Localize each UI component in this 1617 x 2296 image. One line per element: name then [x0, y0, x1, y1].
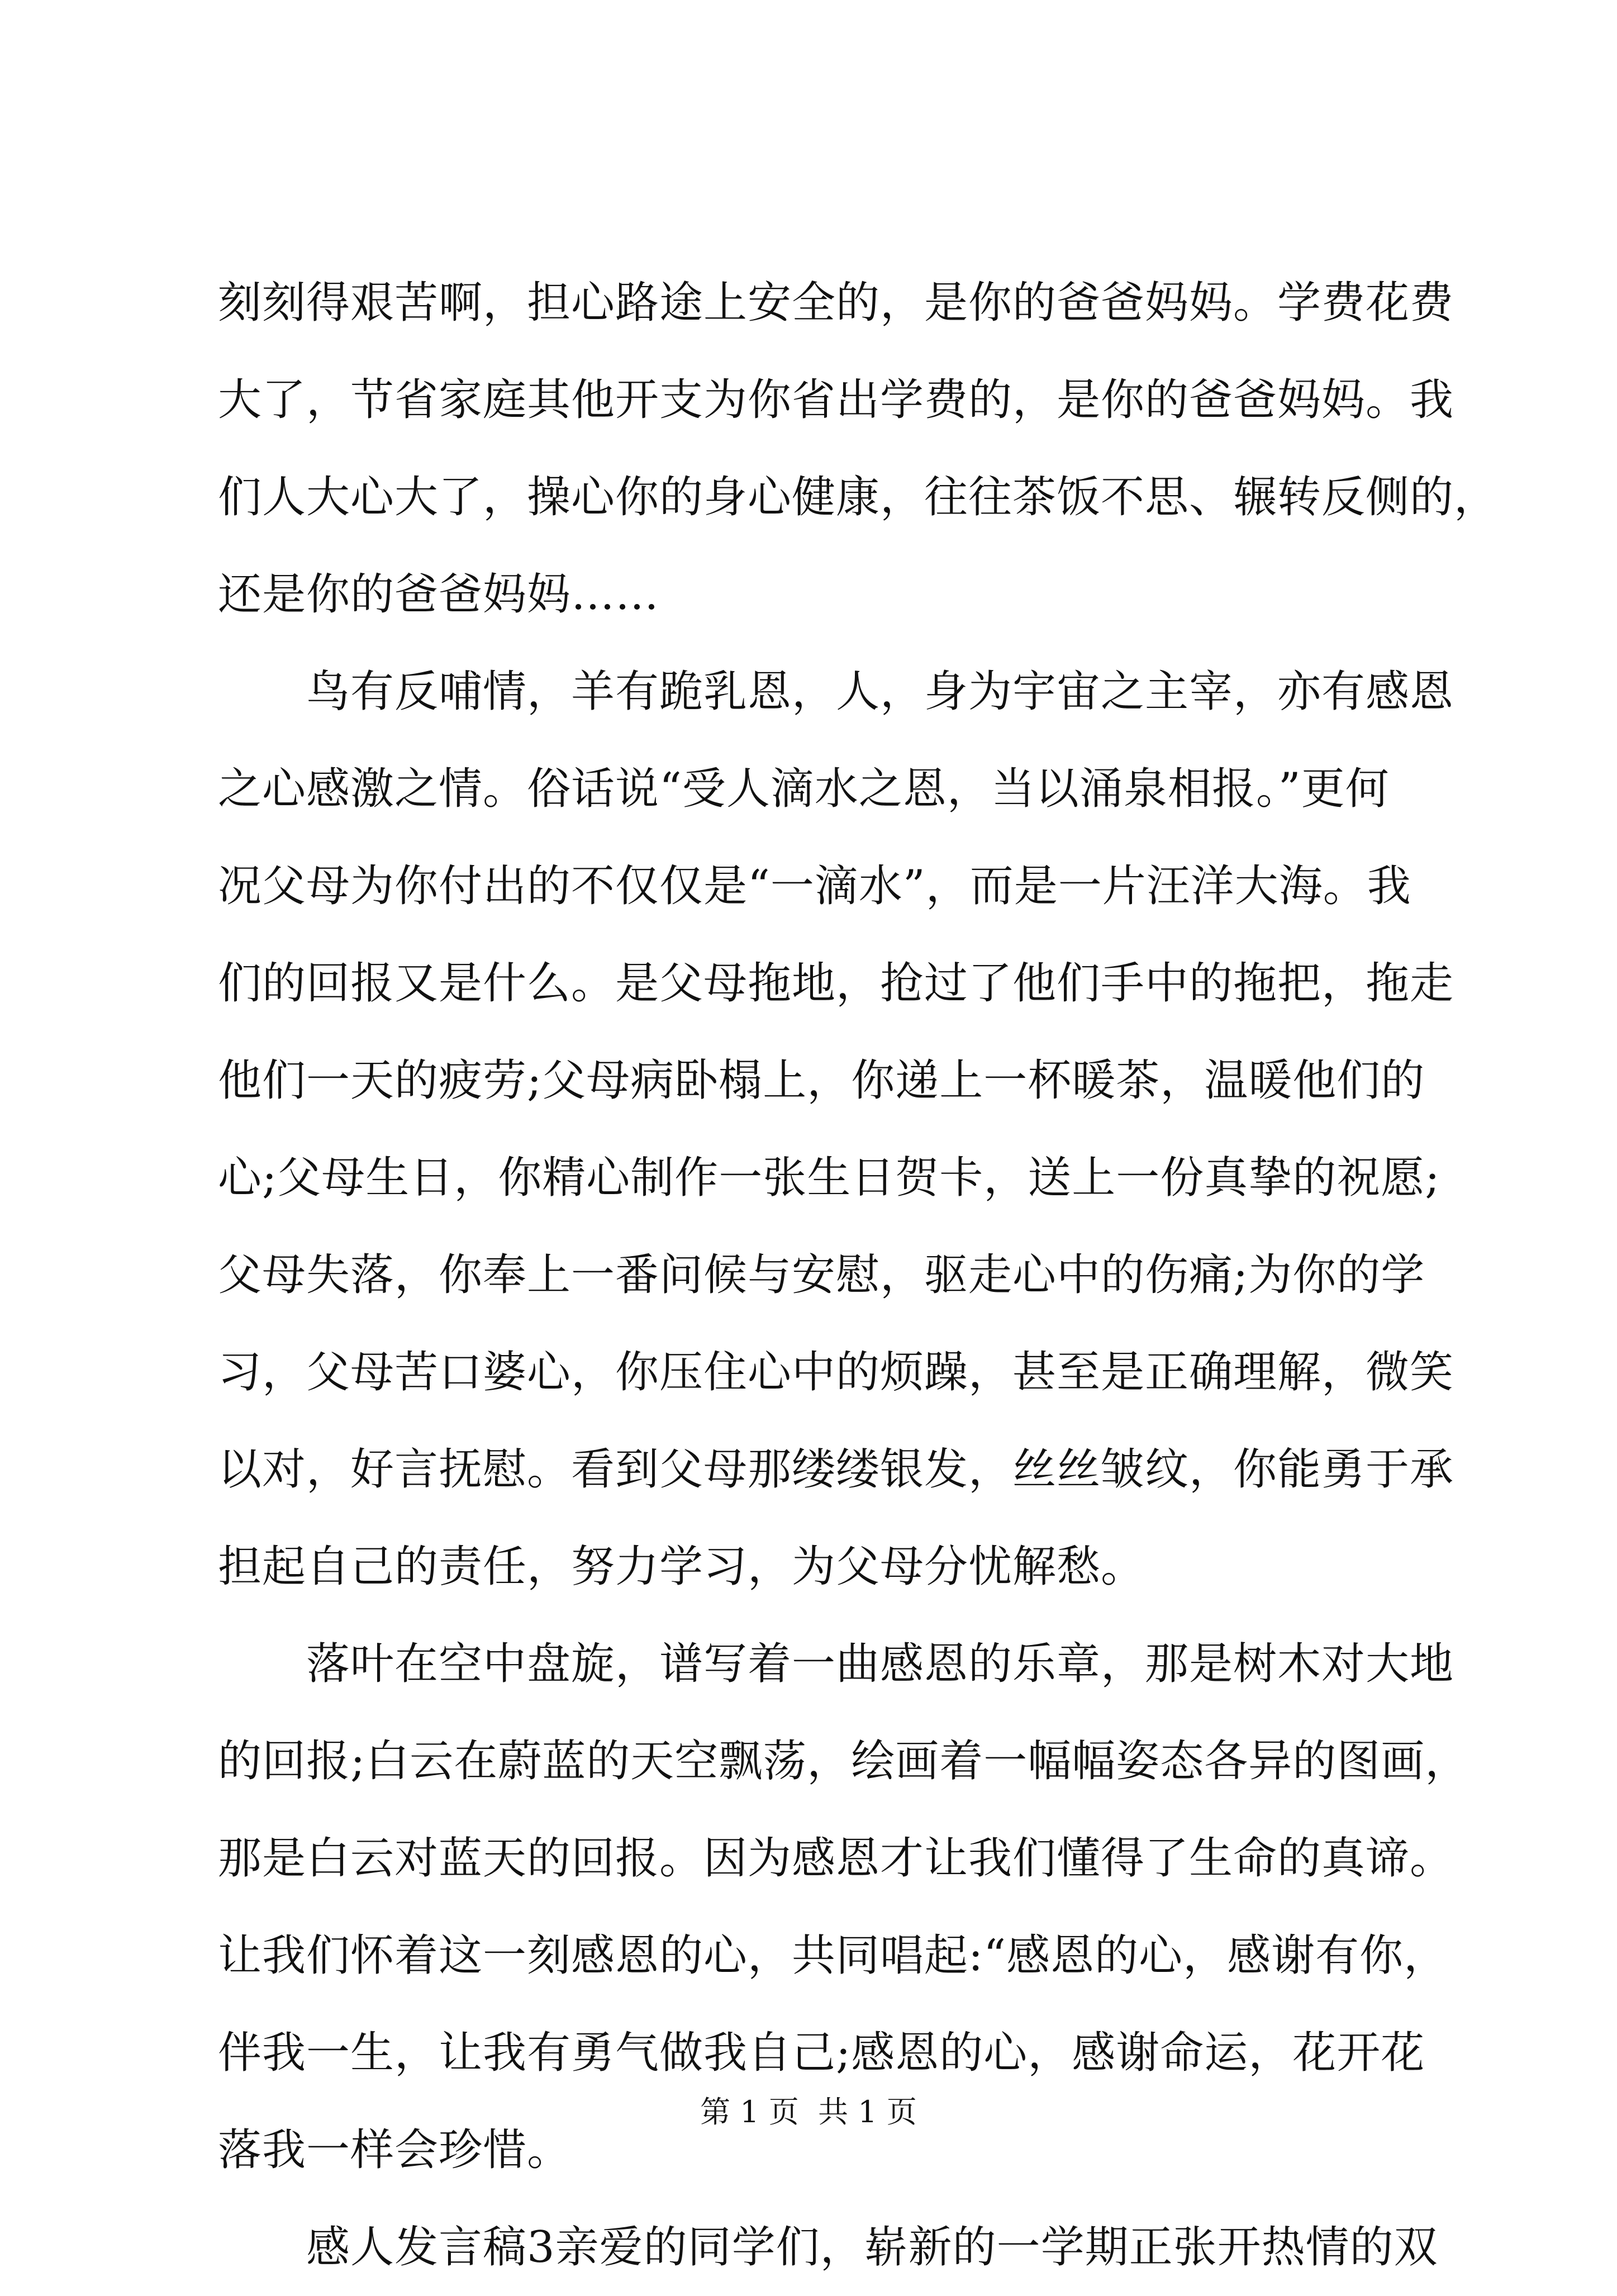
text-line: 心;父母生日，你精心制作一张生日贺卡，送上一份真挚的祝愿;: [218, 1153, 1440, 1203]
text-line: 担起自己的责任，努力学习，为父母分忧解愁。: [218, 1542, 1145, 1592]
text-line: 落我一样会珍惜。: [218, 2125, 572, 2175]
text-line: 们的回报又是什么。是父母拖地，抢过了他们手中的拖把，拖走: [218, 958, 1454, 1009]
text-line: 之心感激之情。俗话说“受人滴水之恩，当以涌泉相报。”更何: [218, 764, 1390, 814]
text-line: 习，父母苦口婆心，你压住心中的烦躁，甚至是正确理解，微笑: [218, 1347, 1454, 1397]
document-body: [218, 254, 1499, 2296]
text-line: 的回报;白云在蔚蓝的天空飘荡，绘画着一幅幅姿态各异的图画，: [218, 1736, 1469, 1786]
text-line: 还是你的爸爸妈妈……: [218, 569, 660, 620]
text-line: 伴我一生，让我有勇气做我自己;感恩的心，感谢命运，花开花: [218, 2028, 1425, 2078]
text-line: 大了，节省家庭其他开支为你省出学费的，是你的爸爸妈妈。我: [218, 375, 1454, 425]
page-footer: 第 1 页 共 1 页: [700, 2094, 917, 2129]
text-line: 况父母为你付出的不仅仅是“一滴水”，而是一片汪洋大海。我: [218, 861, 1411, 911]
text-line: 以对，好言抚慰。看到父母那缕缕银发，丝丝皱纹，你能勇于承: [218, 1444, 1454, 1495]
text-line: 感人发言稿3亲爱的同学们，崭新的一学期正张开热情的双: [218, 2222, 1438, 2273]
text-line: 鸟有反哺情，羊有跪乳恩，人，身为宇宙之主宰，亦有感恩: [218, 667, 1454, 717]
text-line: 们人大心大了，操心你的身心健康，往往茶饭不思、辗转反侧的，: [218, 472, 1499, 522]
text-line: 父母失落，你奉上一番问候与安慰，驱走心中的伤痛;为你的学: [218, 1250, 1425, 1300]
text-line: 那是白云对蓝天的回报。因为感恩才让我们懂得了生命的真谛。: [218, 1833, 1454, 1884]
text-line: 他们一天的疲劳;父母病卧榻上，你递上一杯暖茶，温暖他们的: [218, 1056, 1425, 1106]
text-line: 落叶在空中盘旋，谱写着一曲感恩的乐章，那是树木对大地: [218, 1639, 1454, 1689]
text-line: 让我们怀着这一刻感恩的心，共同唱起:“感恩的心，感谢有你，: [218, 1931, 1448, 1981]
text-line: 刻刻得艰苦啊，担心路途上安全的，是你的爸爸妈妈。学费花费: [218, 278, 1454, 328]
